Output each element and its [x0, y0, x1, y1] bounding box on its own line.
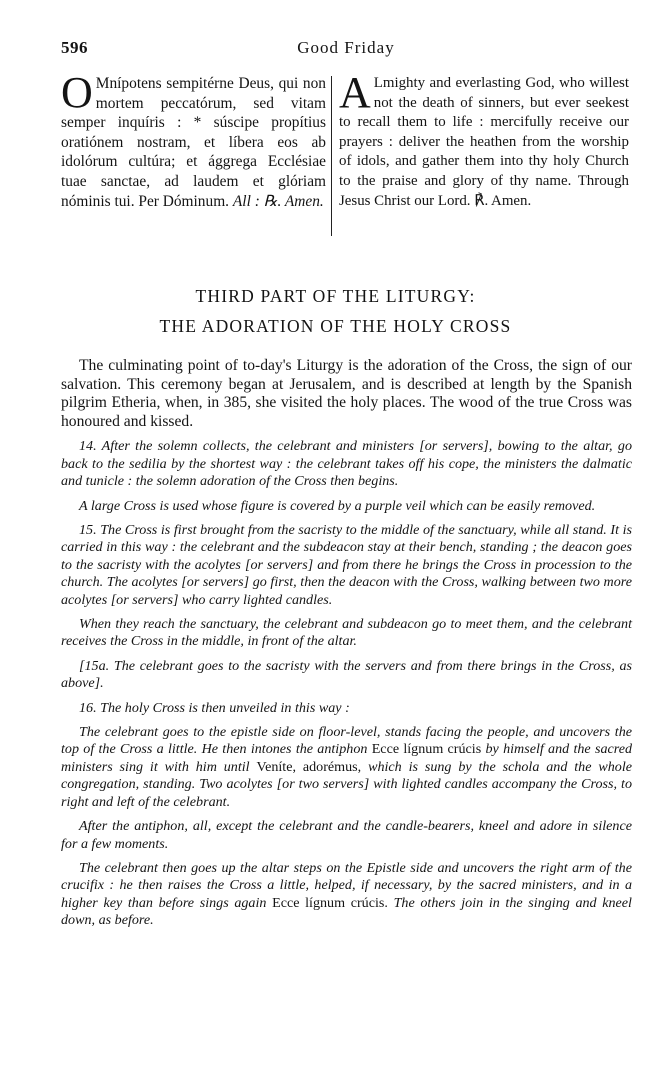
rubric-15-meet: When they reach the sanctuary, the celebrant and subdeacon go to meet them, and the celebrant receives the Cross in the middle, in front of the altar. [61, 616, 632, 650]
english-prayer [339, 68, 629, 211]
rubric-14: 14. After the solemn collects, the celebrant and ministers [or servers], bowing to the altar, go back to the sedilia by the shortest way : the celebrant takes off his cope, the ministers the dalmatic and tunicle : the solemn adoration of the Cross then begins. [61, 438, 632, 490]
rubric-16-arm-text-2: The others join in the singing and kneel down, as before. [61, 894, 632, 929]
column-divider [331, 76, 332, 236]
latin-dropcap: O [61, 68, 93, 117]
rubric-15: 15. The Cross is first brought from the sacristy to the middle of the sanctuary, while all stand. It is carried in this way : the celebrant and the subdeacon stay at their bench, standing ; the deacon goes to the sacristy with the acolytes [or servers] and from there he brings the Cross in procession to the church. The acolytes [or servers] go first, then the deacon with the Cross, walking between two more acolytes [or servers] who carry lighted candles. [61, 522, 632, 608]
page-header [61, 38, 631, 60]
page-body [61, 357, 632, 937]
section-title-line1: THIRD PART OF THE LITURGY: [195, 286, 476, 306]
rubric-16: 16. The holy Cross is then unveiled in this way : [79, 699, 350, 716]
latin-response: All : ℞. Amen. [232, 192, 324, 210]
rubric-16-arm-text-1: The celebrant then goes up the altar steps on the Epistle side and uncovers the right arm of the crucifix : he then raises the Cross a little, helped, if necessary, by the sacred ministers, and in a higher key than before sings again [61, 859, 632, 911]
english-prayer-text: Lmighty and everlasting God, who willest not the death of sinners, but ever seekest to recall them to life : mercifully receive our prayers : deliver the heathen from the worship of idols, and gather them into thy holy Church to the praise and glory of thy name. Through Jesus Christ our Lord. ℟. Amen. [339, 75, 629, 209]
parallel-text [61, 68, 632, 240]
rubric-14-veil: A large Cross is used whose figure is covered by a purple veil which can be easily removed. [79, 497, 596, 514]
intro-paragraph: The culminating point of to-day's Liturgy is the adoration of the Cross, the sign of our salvation. This ceremony began at Jerusalem, and is described at length by the Spanish pilgrim Etheria, when, in 385, she visited the holy places. The wood of the true Cross was honoured and kissed. [61, 357, 632, 430]
rubric-16-unveil-text-2: by himself and the sacred ministers sing it with him until [61, 741, 633, 775]
latin-prayer-text: Mnípotens sempitérne Deus, qui non mortem peccatórum, sed vitam semper inquíris : * súscipe propítius oratiónem nostram, et líbera eos ab idolórum cultúra; et ággrega Ecclésiae tuae sanctae, ad laudem et glóriam nóminis tui. Per Dóminum. [61, 75, 326, 210]
antiphon-venite: Veníte, adorémus, [256, 758, 362, 775]
rubric-16-unveil [61, 724, 632, 811]
english-column [339, 68, 629, 211]
antiphon-ecce-lignum-again: Ecce lígnum crúcis. [272, 894, 388, 911]
latin-prayer [61, 68, 326, 211]
antiphon-ecce-lignum: Ecce lígnum crúcis [371, 741, 482, 758]
rubric-16-arm [61, 860, 632, 930]
rubric-16-unveil-text-3: which is sung by the schola and the whole congregation, standing. Two acolytes [or two servers] with lighted candles accompany the Cross, to right and left of the celebrant. [61, 758, 633, 810]
section-title-line2: THE ADORATION OF THE HOLY CROSS [159, 316, 512, 336]
latin-column [61, 68, 326, 211]
page-number: 596 [61, 38, 88, 57]
running-head: Good Friday [297, 38, 395, 57]
english-dropcap: A [339, 68, 371, 117]
rubric-16-unveil-text-1: The celebrant goes to the epistle side on floor-level, stands facing the people, and uncovers the top of the Cross a little. He then intones the antiphon [61, 724, 632, 758]
rubric-15a: [15a. The celebrant goes to the sacristy with the servers and from there brings in the Cross, as above]. [61, 657, 632, 692]
rubric-16-adore: After the antiphon, all, except the celebrant and the candle-bearers, kneel and adore in silence for a few moments. [61, 818, 632, 852]
